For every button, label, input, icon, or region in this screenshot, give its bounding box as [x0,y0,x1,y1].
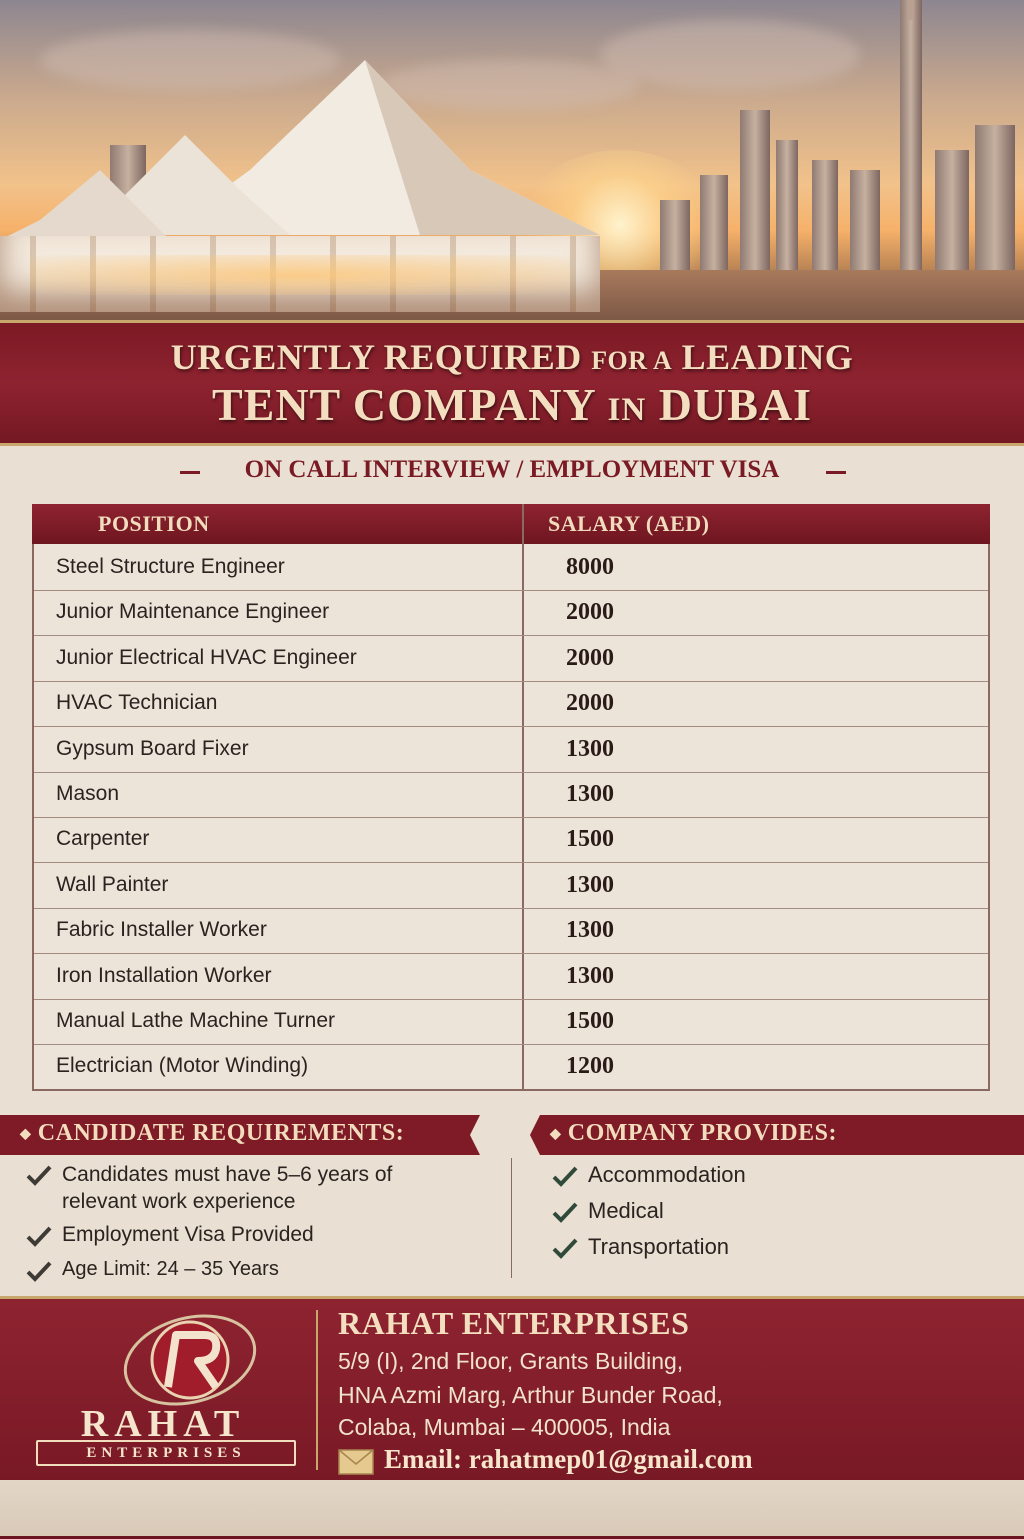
position-cell: Electrician (Motor Winding) [56,1054,309,1077]
requirement-visa: Employment Visa Provided [62,1223,314,1246]
title-line-2: TENT COMPANY IN DUBAI [211,379,813,430]
envelope-icon [338,1449,374,1475]
title-line-1: URGENTLY REQUIRED FOR A LEADING [170,337,854,377]
salary-cell: 1300 [566,963,614,989]
tent-roof-icon [0,60,620,260]
salary-cell: 8000 [566,554,614,580]
salary-cell: 1500 [566,826,614,852]
salary-cell: 1300 [566,872,614,898]
salary-cell: 1300 [566,917,614,943]
diamond-bullet-icon: ◆ [550,1126,562,1142]
header-position: POSITION [98,511,210,536]
position-cell: Mason [56,782,120,805]
checkmark-icon [552,1200,578,1224]
company-name: RAHAT ENTERPRISES [338,1305,690,1341]
requirement-age: Age Limit: 24 – 35 Years [62,1258,279,1280]
table-row [34,864,988,909]
address-line-1: 5/9 (I), 2nd Floor, Grants Building, [338,1348,684,1374]
salary-cell: 2000 [566,690,614,716]
requirement-experience-cont: relevant work experience [62,1190,296,1213]
subheading: ON CALL INTERVIEW / EMPLOYMENT VISA [244,456,780,483]
checkmark-icon [26,1224,52,1248]
table-row [34,818,988,863]
position-cell: Junior Electrical HVAC Engineer [56,646,357,669]
salary-cell: 1200 [566,1053,614,1079]
salary-cell: 1500 [566,1008,614,1034]
provides-transportation: Transportation [588,1234,730,1259]
provides-accommodation: Accommodation [588,1162,746,1187]
position-cell: Steel Structure Engineer [56,555,285,578]
provides-medical: Medical [588,1198,664,1223]
email-address[interactable]: Email: rahatmep01@gmail.com [384,1444,753,1474]
checkmark-icon [26,1163,52,1187]
position-cell: Gypsum Board Fixer [56,737,249,760]
position-cell: Carpenter [56,827,150,850]
requirements-title: ◆ CANDIDATE REQUIREMENTS: [20,1120,405,1146]
table-row [34,773,988,818]
position-cell: HVAC Technician [56,691,218,714]
requirement-experience: Candidates must have 5–6 years of [62,1163,393,1186]
checkmark-icon [552,1164,578,1188]
header-salary: SALARY (AED) [548,511,710,536]
rahat-logo [120,1305,260,1415]
diamond-bullet-icon: ◆ [20,1126,32,1142]
salary-cell: 2000 [566,645,614,671]
address-line-3: Colaba, Mumbai – 400005, India [338,1414,671,1440]
position-cell: Iron Installation Worker [56,964,272,987]
footer-divider [316,1310,318,1470]
position-cell: Manual Lathe Machine Turner [56,1009,335,1032]
salary-cell: 1300 [566,736,614,762]
footer-bottom-strip [0,1480,1024,1536]
salary-cell: 1300 [566,781,614,807]
salary-cell: 2000 [566,599,614,625]
logo-name: RAHAT [80,1403,246,1445]
address-line-2: HNA Azmi Marg, Arthur Bunder Road, [338,1382,723,1408]
checkmark-icon [552,1236,578,1260]
checkmark-icon [26,1259,52,1283]
logo-subtitle: ENTERPRISES [36,1440,296,1466]
position-cell: Junior Maintenance Engineer [56,600,330,623]
requirements-divider [511,1158,512,1278]
position-cell: Wall Painter [56,873,169,896]
hero-image [0,0,1024,320]
provides-title: ◆ COMPANY PROVIDES: [550,1120,837,1146]
position-cell: Fabric Installer Worker [56,918,267,941]
